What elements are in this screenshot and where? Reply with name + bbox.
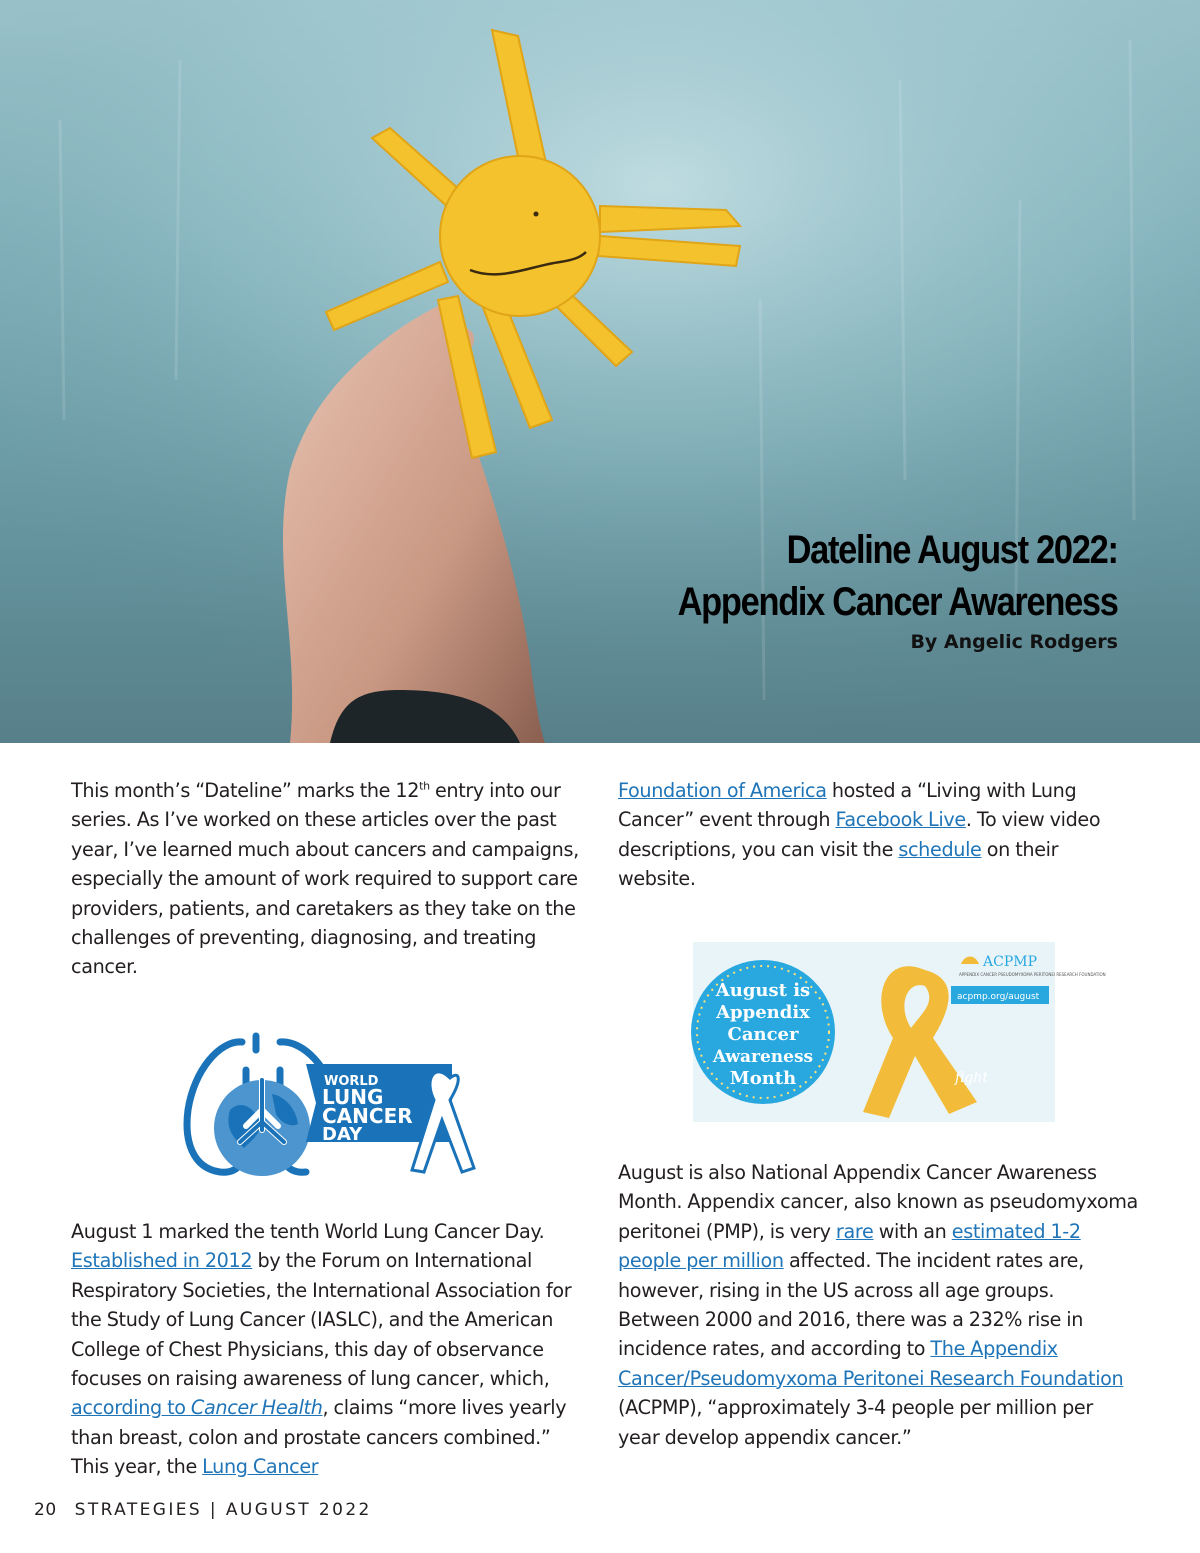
logo-word-day: DAY <box>322 1124 363 1145</box>
acpmp-brand-text: ACPMP <box>983 954 1037 970</box>
text: with an <box>873 1219 952 1243</box>
text: August 1 marked the tenth World Lung Cancer Day. <box>71 1220 545 1243</box>
ribbon-word: fight <box>955 1070 988 1086</box>
text: entry into our series. As I’ve worked on these articles over the past year, I’ve learned much about cancers and campaigns, especially the amount of work required to support care providers, patients, and caretakers as they take on the challenges of preventing, diagnosing, and treating cancer. <box>71 779 579 979</box>
text: affected. The incident rates are, however, rising in the US across all age groups. Between 2000 and 2016, there was a 232% rise in incidence rates, and according to <box>618 1249 1084 1361</box>
facebook-live-link[interactable]: Facebook Live <box>835 808 966 832</box>
article-title-block <box>606 524 1118 656</box>
badge-line-5: Month <box>729 1068 797 1089</box>
rare-link[interactable]: rare <box>835 1219 874 1243</box>
text: , claims “more lives yearly than breast, colon and prostate cancers combined.” This year, the <box>71 1396 567 1479</box>
world-lung-cancer-day-logo <box>180 1030 480 1180</box>
schedule-link[interactable]: schedule <box>898 837 982 861</box>
estimated-people-per-million-link[interactable]: estimated 1-2 people per million <box>618 1219 1081 1273</box>
article-title-line2: Appendix Cancer Awareness <box>678 580 1118 624</box>
badge-line-1: August is <box>715 980 811 1001</box>
badge-line-3: Cancer <box>727 1024 799 1045</box>
text: . To view video descriptions, you can visit the <box>618 808 1101 861</box>
link-text-italic: Cancer Health <box>190 1396 323 1420</box>
text: on their website. <box>618 837 1059 891</box>
text: hosted a “Living with Lung Cancer” event through <box>618 779 1077 832</box>
publication-name: STRATEGIES | AUGUST 2022 <box>74 1500 372 1520</box>
left-column <box>71 776 589 982</box>
article-title-line1: Dateline August 2022: <box>786 528 1118 572</box>
badge-line-2: Appendix <box>716 1002 810 1023</box>
according-to-cancer-health-link[interactable] <box>71 1396 323 1419</box>
left-column-lower <box>71 1217 589 1482</box>
lung-cancer-foundation-paragraph <box>618 776 1138 894</box>
text: (ACPMP), “approximately 3-4 people per million per year develop appendix cancer.” <box>618 1396 1093 1449</box>
foundation-of-america-link[interactable]: Foundation of America <box>618 779 827 802</box>
appendix-cancer-paragraph <box>618 1158 1138 1452</box>
intro-paragraph <box>71 776 589 982</box>
badge-line-4: Awareness <box>712 1047 814 1067</box>
logo-word-world: WORLD <box>324 1074 379 1089</box>
acpmp-brand-subtitle: APPENDIX CANCER PSEUDOMYXOMA PERITONEI RESEARCH FOUNDATION <box>959 972 1106 977</box>
acpmp-url: acpmp.org/august <box>957 992 1040 1002</box>
byline: By Angelic Rodgers <box>910 631 1118 653</box>
right-column-lower <box>618 1158 1138 1452</box>
world-lung-cancer-day-paragraph <box>71 1217 589 1482</box>
hero-image <box>0 0 1200 743</box>
right-column <box>618 776 1138 894</box>
lung-cancer-foundation-link-start[interactable]: Lung Cancer <box>202 1455 319 1479</box>
logo-word-lung: LUNG <box>322 1085 384 1109</box>
text: August is also National Appendix Cancer Awareness Month. Appendix cancer, also known as pseudomyxoma peritonei (PMP), is very <box>618 1161 1138 1243</box>
appendix-cancer-awareness-month-graphic <box>693 942 1106 1122</box>
logo-word-cancer: CANCER <box>322 1104 413 1128</box>
established-in-2012-link[interactable]: Established in 2012 <box>71 1249 253 1273</box>
superscript: th <box>419 779 430 793</box>
link-text: according to <box>71 1396 191 1420</box>
page-footer <box>34 1500 372 1520</box>
acpmp-foundation-link[interactable]: The Appendix Cancer/Pseudomyxoma Peritonei Research Foundation <box>618 1337 1124 1390</box>
text: by the Forum on International Respiratory Societies, the International Association for the Study of Lung Cancer (IASLC), and the American College of Chest Physicians, this day of observance focuses on raising awareness of lung cancer, which, <box>71 1249 572 1391</box>
page-number: 20 <box>34 1500 57 1520</box>
text: This month’s “Dateline” marks the 12 <box>71 779 420 802</box>
